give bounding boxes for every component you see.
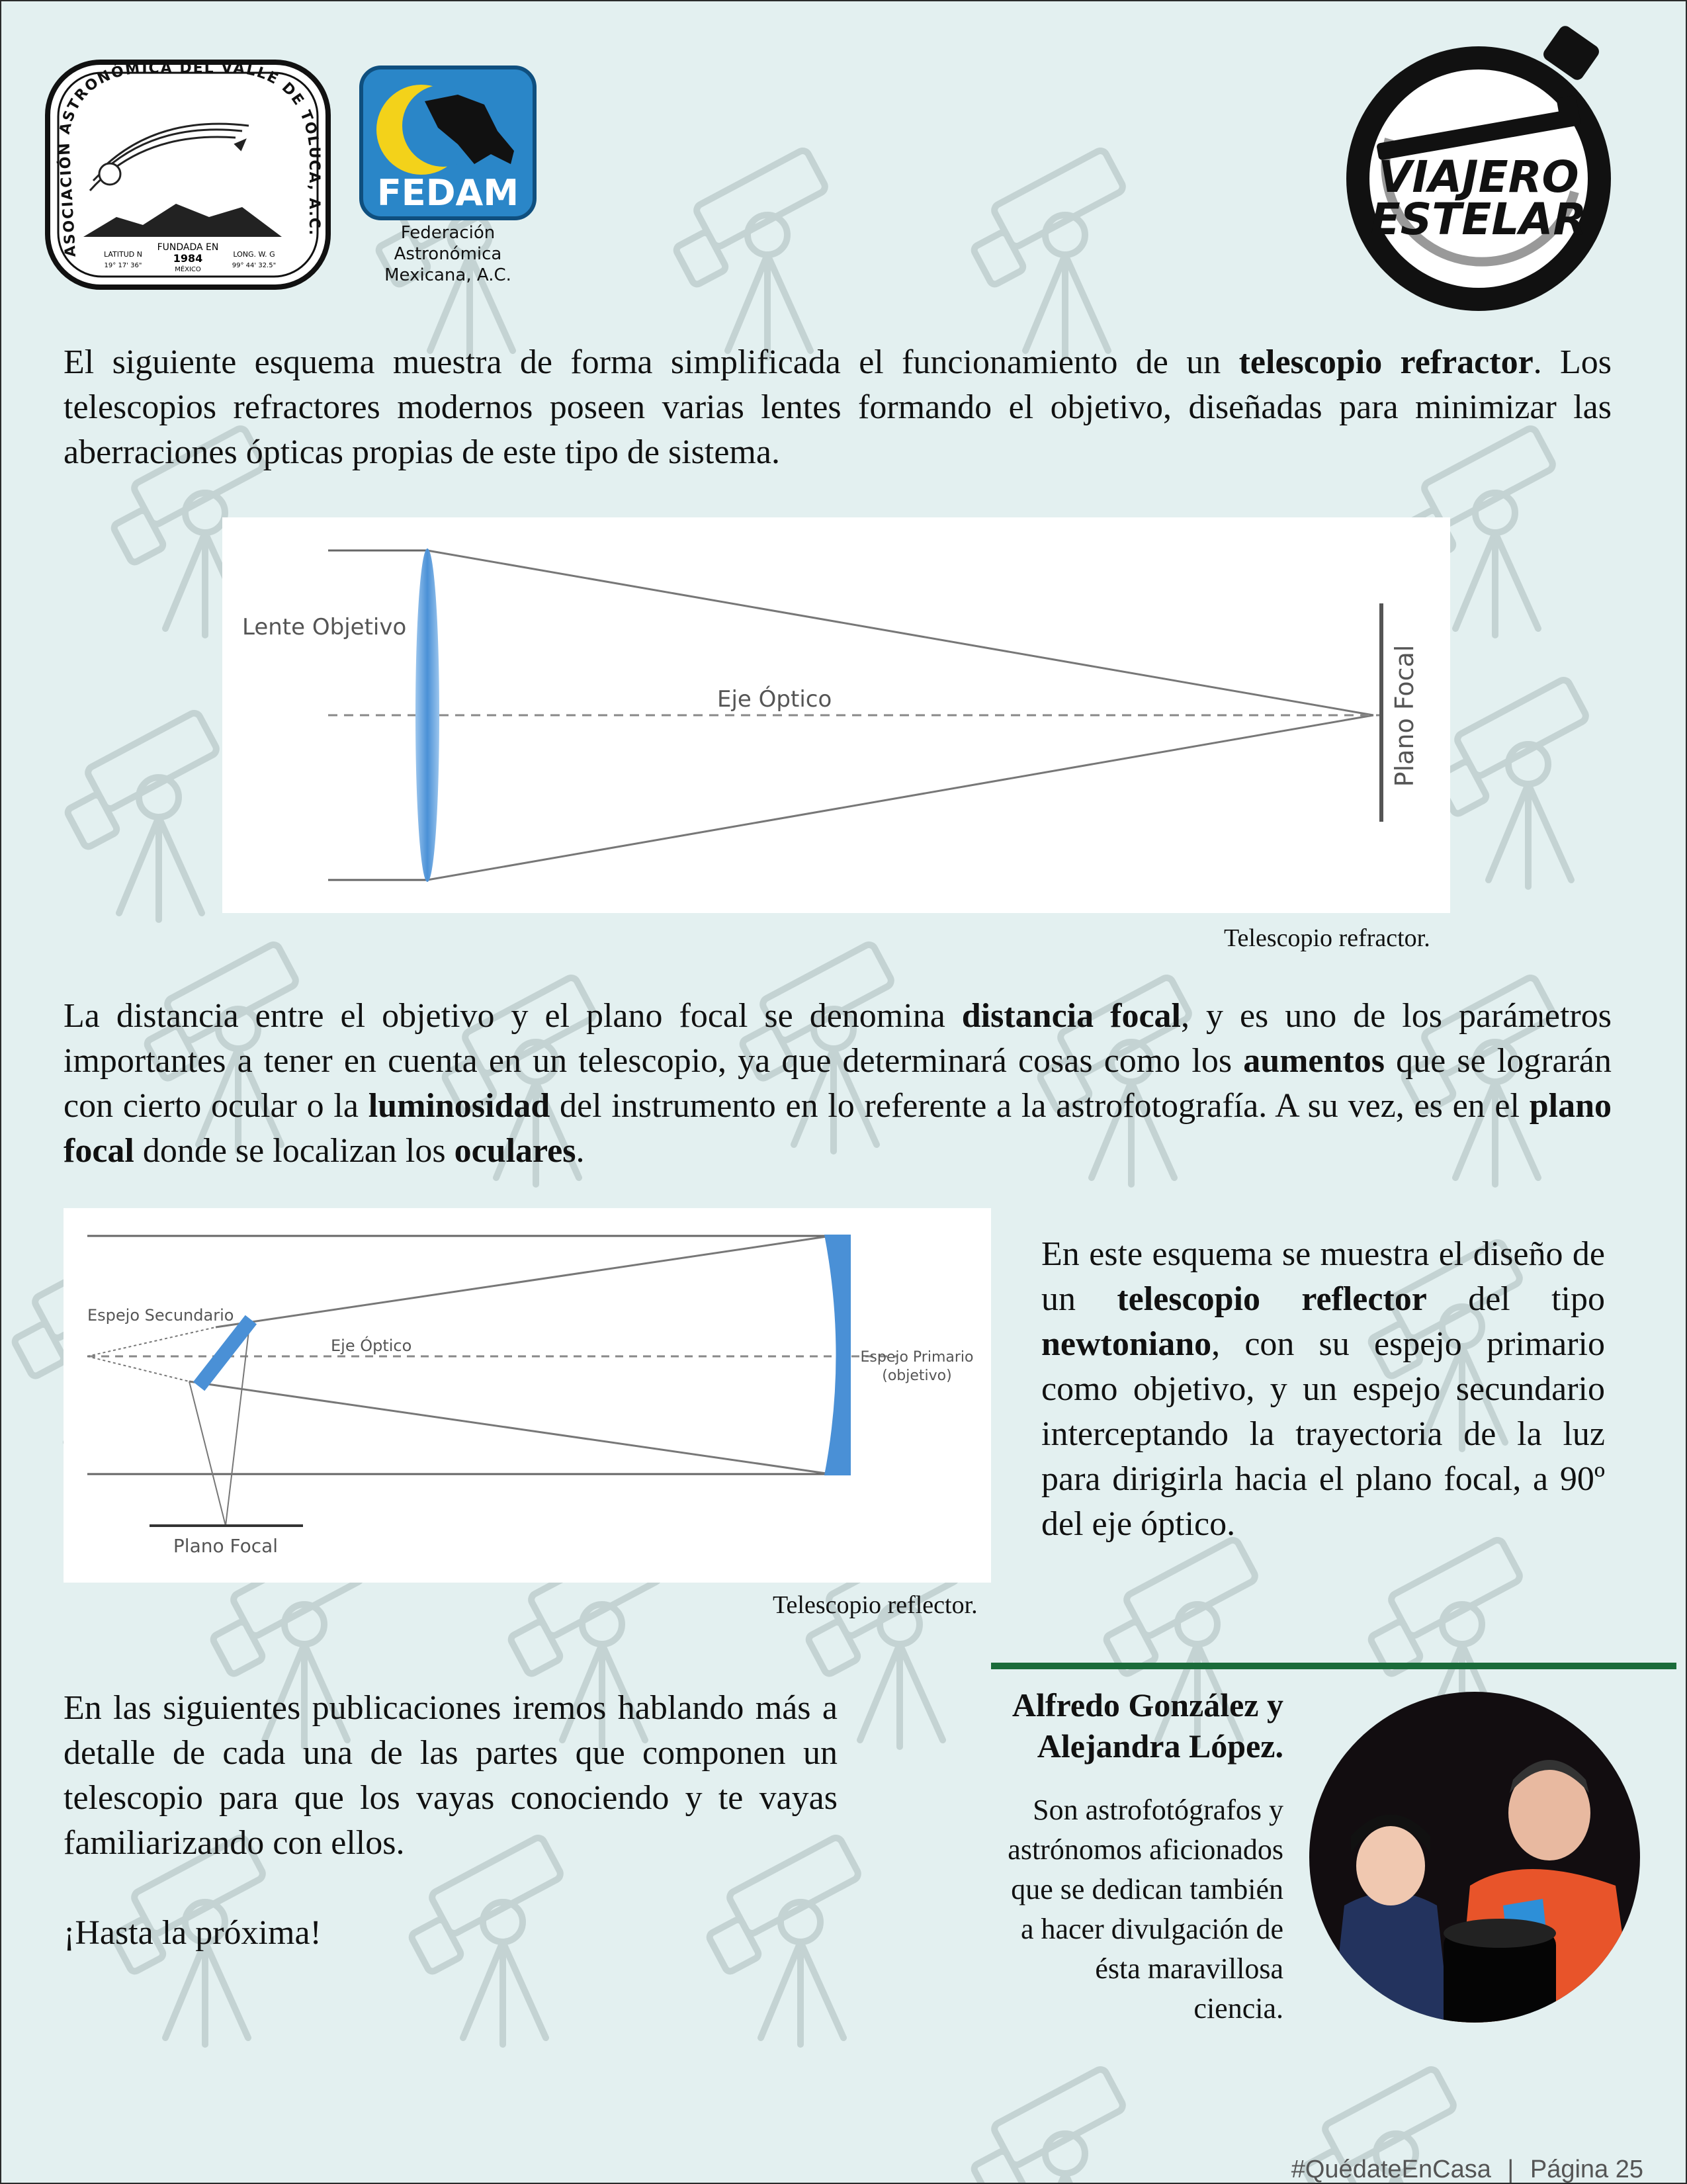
focal-distance-paragraph: La distancia entre el objetivo y el plano focal se denomina distancia focal, y es uno de los parámetros importantes a tener en cuenta en un telescopio, ya que determinará cosas como los aumentos que se lograrán con cierto ocular o la luminosidad del instrumento en lo referente a la astrofotografía. A su vez, es en el plano focal donde se localizan los oculares. bbox=[64, 997, 1612, 1170]
fedam-line3: Mexicana, A.C. bbox=[384, 265, 511, 285]
primary-mirror bbox=[824, 1235, 851, 1475]
footer-page-number: Página 25 bbox=[1530, 2156, 1643, 2183]
avt-lat-value: 19° 17' 36" bbox=[104, 262, 142, 269]
axis-label: Eje Óptico bbox=[331, 1336, 412, 1355]
fedam-badge: FEDAM bbox=[376, 172, 519, 214]
focal-plane-label: Plano Focal bbox=[1390, 644, 1419, 787]
author-divider bbox=[991, 1663, 1676, 1669]
avt-long-label: LONG. W. G bbox=[233, 250, 275, 259]
light-ray-bottom bbox=[427, 715, 1373, 880]
axis-label: Eje Óptico bbox=[717, 686, 832, 713]
objective-lens bbox=[415, 548, 439, 882]
secondary-mirror-label: Espejo Secundario bbox=[87, 1306, 234, 1325]
fedam-line2: Astronómica bbox=[394, 244, 502, 264]
refractor-caption: Telescopio refractor. bbox=[1224, 924, 1430, 952]
refractor-diagram bbox=[222, 517, 1450, 913]
reflector-diagram bbox=[64, 1208, 991, 1583]
lens-label: Lente Objetivo bbox=[242, 614, 407, 640]
fedam-logo bbox=[359, 65, 537, 290]
reflector-paragraph: En este esquema se muestra el diseño de un telescopio reflector del tipo newtoniano, con su espejo primario como objetivo, y un espejo secundario interceptando la trayectoria de la luz para dirigirla hacia el plano focal, a 90º del eje óptico. bbox=[1041, 1235, 1606, 1543]
footer-hashtag: #QuédateEnCasa bbox=[1291, 2156, 1491, 2183]
avt-association-logo bbox=[44, 58, 332, 291]
avt-long-value: 99° 44' 32.5" bbox=[232, 262, 277, 269]
light-ray-top bbox=[427, 550, 1373, 715]
avt-lat-label: LATITUD N bbox=[104, 250, 142, 259]
viajero-estelar-logo bbox=[1330, 20, 1627, 311]
closing-paragraph: En las siguientes publicaciones iremos hablando más a detalle de cada una de las partes que componen un telescopio para que los vayas conociendo y te vayas familiarizando con ellos. bbox=[64, 1689, 838, 1862]
fedam-line1: Federación bbox=[400, 223, 496, 243]
avt-ring-text: ASOCIACIÓN ASTRONÓMICA DEL VALLE DE TOLUCA, A.C. bbox=[56, 60, 322, 258]
author-name: Alfredo González y Alejandra López. bbox=[1012, 1686, 1283, 1765]
avt-year: 1984 bbox=[173, 252, 203, 265]
footer-separator: | bbox=[1507, 2156, 1514, 2183]
primary-mirror-sublabel: (objetivo) bbox=[882, 1368, 952, 1384]
focal-plane-label: Plano Focal bbox=[173, 1535, 279, 1557]
viajero-line1: VIAJERO bbox=[1378, 152, 1579, 202]
intro-paragraph: El siguiente esquema muestra de forma simplificada el funcionamiento de un telescopio refractor. Los telescopios refractores modernos poseen varias lentes formando el objetivo, diseñadas para minimizar las aberraciones ópticas propias de este tipo de sistema. bbox=[64, 343, 1612, 471]
avt-country: MÉXICO bbox=[175, 266, 201, 273]
author-bio: Son astrofotógrafos y astrónomos aficionados que se dedican también a hacer divulgación de ésta maravillosa ciencia. bbox=[1008, 1794, 1283, 2025]
avt-founded: FUNDADA EN bbox=[157, 242, 219, 253]
viajero-line2: ESTELAR bbox=[1370, 194, 1587, 245]
farewell-text: ¡Hasta la próxima! bbox=[64, 1914, 322, 1952]
primary-mirror-label: Espejo Primario bbox=[860, 1349, 974, 1366]
page-footer bbox=[1291, 2156, 1643, 2184]
reflector-caption: Telescopio reflector. bbox=[773, 1591, 978, 1619]
authors-photo bbox=[1305, 1687, 1645, 2027]
